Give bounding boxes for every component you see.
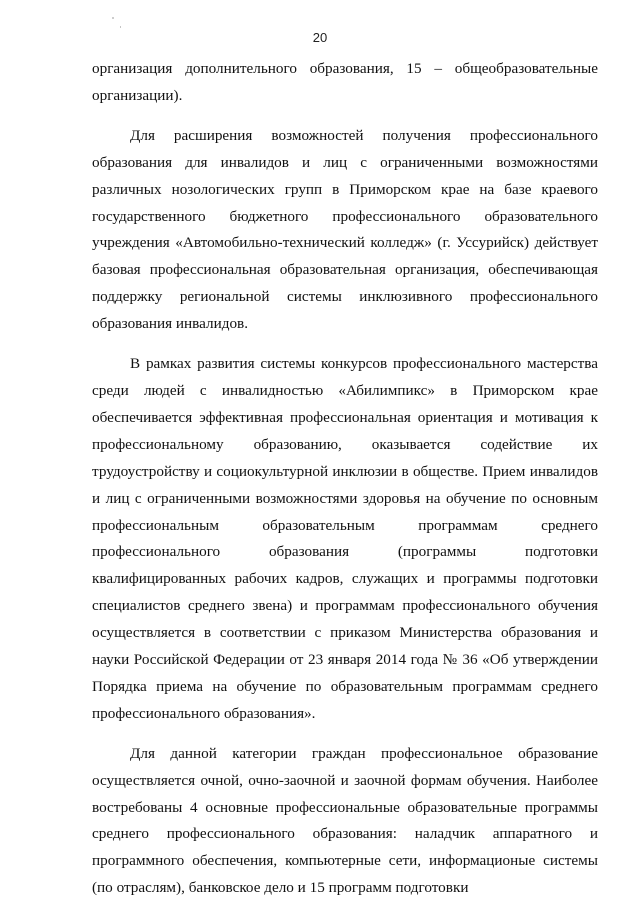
scan-speck: [120, 26, 121, 28]
scan-speck: [112, 17, 114, 19]
document-body: [92, 56, 598, 915]
paragraph-base-organization: Для расширения возможностей получения профессионального образования для инвалидов и лиц с ограниченными возможностями различных нозологических групп в Приморском крае на базе краевого государственного бюджетного профессионального образовательного учреждения «Автомобильно-технический колледж» (г. Уссурийск) действует базовая профессиональная образовательная организация, обеспечивающая поддержку региональной системы инклюзивного профессионального образования инвалидов.: [92, 126, 598, 333]
paragraph-abilympics: В рамках развития системы конкурсов профессионального мастерства среди людей с инвалидностью «Абилимпикс» в Приморском крае обеспечивается эффективная профессиональная ориентация и мотивация к профессиональному образованию, оказывается содействие их трудоустройству и социокультурной инклюзии в обществе. Прием инвалидов и лиц с ограниченными возможностями здоровья на обучение по основным профессиональным образовательным программам среднего профессионального образования (программы подготовки квалифицированных рабочих кадров, служащих и программы подготовки специалистов среднего звена) и программам профессионального обучения осуществляется в соответствии с приказом Министерства образования и науки Российской Федерации от 23 января 2014 года № 36 «Об утверждении Порядка приема на обучение по образовательным программам среднего профессионального образования».: [92, 355, 598, 722]
paragraph-education-forms: Для данной категории граждан профессиональное образование осуществляется очной, очно-заочной и заочной формам обучения. Наиболее востребованы 4 основные профессиональные образовательные программы среднего профессионального образования: наладчик аппаратного и программного обеспечения, компьютерные сети, информационые системы (по отраслям), банковское дело и 15 программ подготовки: [92, 744, 598, 897]
paragraph-continuation: организация дополнительного образования, 15 – общеобразовательные организации).: [92, 60, 598, 104]
page-number: 20: [312, 30, 328, 45]
